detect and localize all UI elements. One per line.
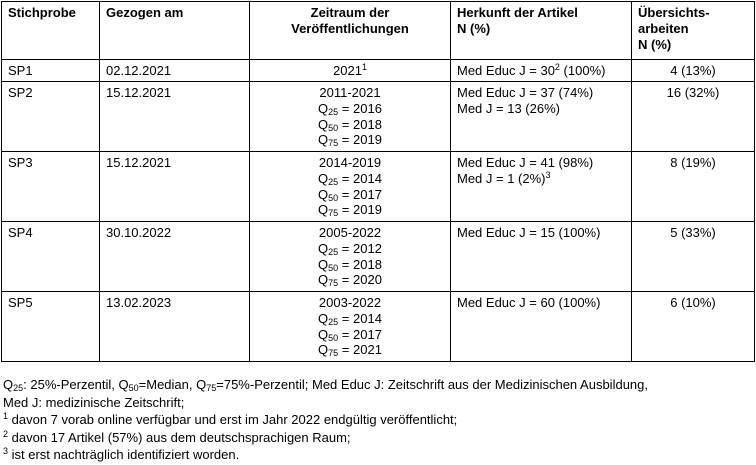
cell-period: 2003-2022 $Q_{25} = 2014$ $Q_{50} = 2017$ $Q_{75} = 2021$: [250, 292, 451, 362]
footnote-3: $^3$ ist erst nachträglich identifiziert worden.: [3, 446, 240, 462]
footnote-2: $^2$ davon 17 Artikel (57%) aus dem deutschsprachigen Raum;: [3, 428, 351, 445]
header-sample: Stichprobe: [2, 2, 100, 60]
table-row: [2, 222, 755, 292]
cell-reviews: 8 (19%): [632, 152, 755, 222]
cell-period: 2005-2022 $Q_{25} = 2012$ $Q_{50} = 2018$ $Q_{75} = 2020$: [250, 222, 451, 292]
cell-sample: SP2: [2, 82, 100, 152]
header-reviews: Übersichts- arbeiten N (%): [632, 2, 755, 60]
table-row: [2, 152, 755, 222]
cell-reviews: 6 (10%): [632, 292, 755, 362]
cell-reviews: 16 (32%): [632, 82, 755, 152]
cell-origin: Med Educ $J = 30^2$ (100%): [451, 60, 632, 82]
table-row: [2, 60, 755, 82]
cell-origin: Med Educ J = 41 (98%) Med J = 1 $(2\%)^3$: [451, 152, 632, 222]
cell-date: 02.12.2021: [100, 60, 250, 82]
header-period: Zeitraum der Veröffentlichungen: [250, 2, 451, 60]
cell-origin: Med Educ J = 37 (74%) Med J = 13 (26%): [451, 82, 632, 152]
cell-sample: SP1: [2, 60, 100, 82]
cell-sample: SP4: [2, 222, 100, 292]
cell-origin: Med Educ J = 15 (100%): [451, 222, 632, 292]
cell-sample: SP5: [2, 292, 100, 362]
footnote-mark: 1: [361, 62, 367, 72]
header-origin: Herkunft der Artikel N (%): [451, 2, 632, 60]
legend-line-1: $Q_{25}$: 25%-Perzentil, $Q_{50}=Median$, $Q_{75}=75\%$-Perzentil; Med Educ J: Zeitschrift aus der Medizinischen Ausbildung,: [3, 377, 648, 393]
table-row: [2, 82, 755, 152]
cell-sample: SP3: [2, 152, 100, 222]
cell-date: 30.10.2022: [100, 222, 250, 292]
footnote-mark: 2: [554, 62, 560, 72]
footnote-1: $^1$ davon 7 vorab online verfügbar und erst im Jahr 2022 endgültig veröffentlicht;: [3, 411, 458, 427]
cell-origin: Med Educ J = 60 (100%): [451, 292, 632, 362]
table-header-row: [2, 2, 755, 60]
cell-period: 2014-2019 $Q_{25} = 2014$ $Q_{50} = 2017$ $Q_{75} = 2019$: [250, 152, 451, 222]
cell-date: 15.12.2021: [100, 82, 250, 152]
header-drawn: Gezogen am: [100, 2, 250, 60]
cell-reviews: 5 (33%): [632, 222, 755, 292]
footnote-mark: 3: [545, 169, 551, 180]
cell-date: 13.02.2023: [100, 292, 250, 362]
cell-period: 2011-2021 $Q_{25} = 2016$ $Q_{50} = 2018$ $Q_{75} = 2019$: [250, 82, 451, 152]
sample-table: [1, 1, 755, 362]
legend-line-2: Med J: medizinische Zeitschrift;: [3, 394, 185, 410]
cell-reviews: 4 (13%): [632, 60, 755, 82]
table-row: [2, 292, 755, 362]
cell-period: 2021$^1$: [250, 60, 451, 82]
cell-date: 15.12.2021: [100, 152, 250, 222]
table-footnotes: [3, 376, 755, 464]
